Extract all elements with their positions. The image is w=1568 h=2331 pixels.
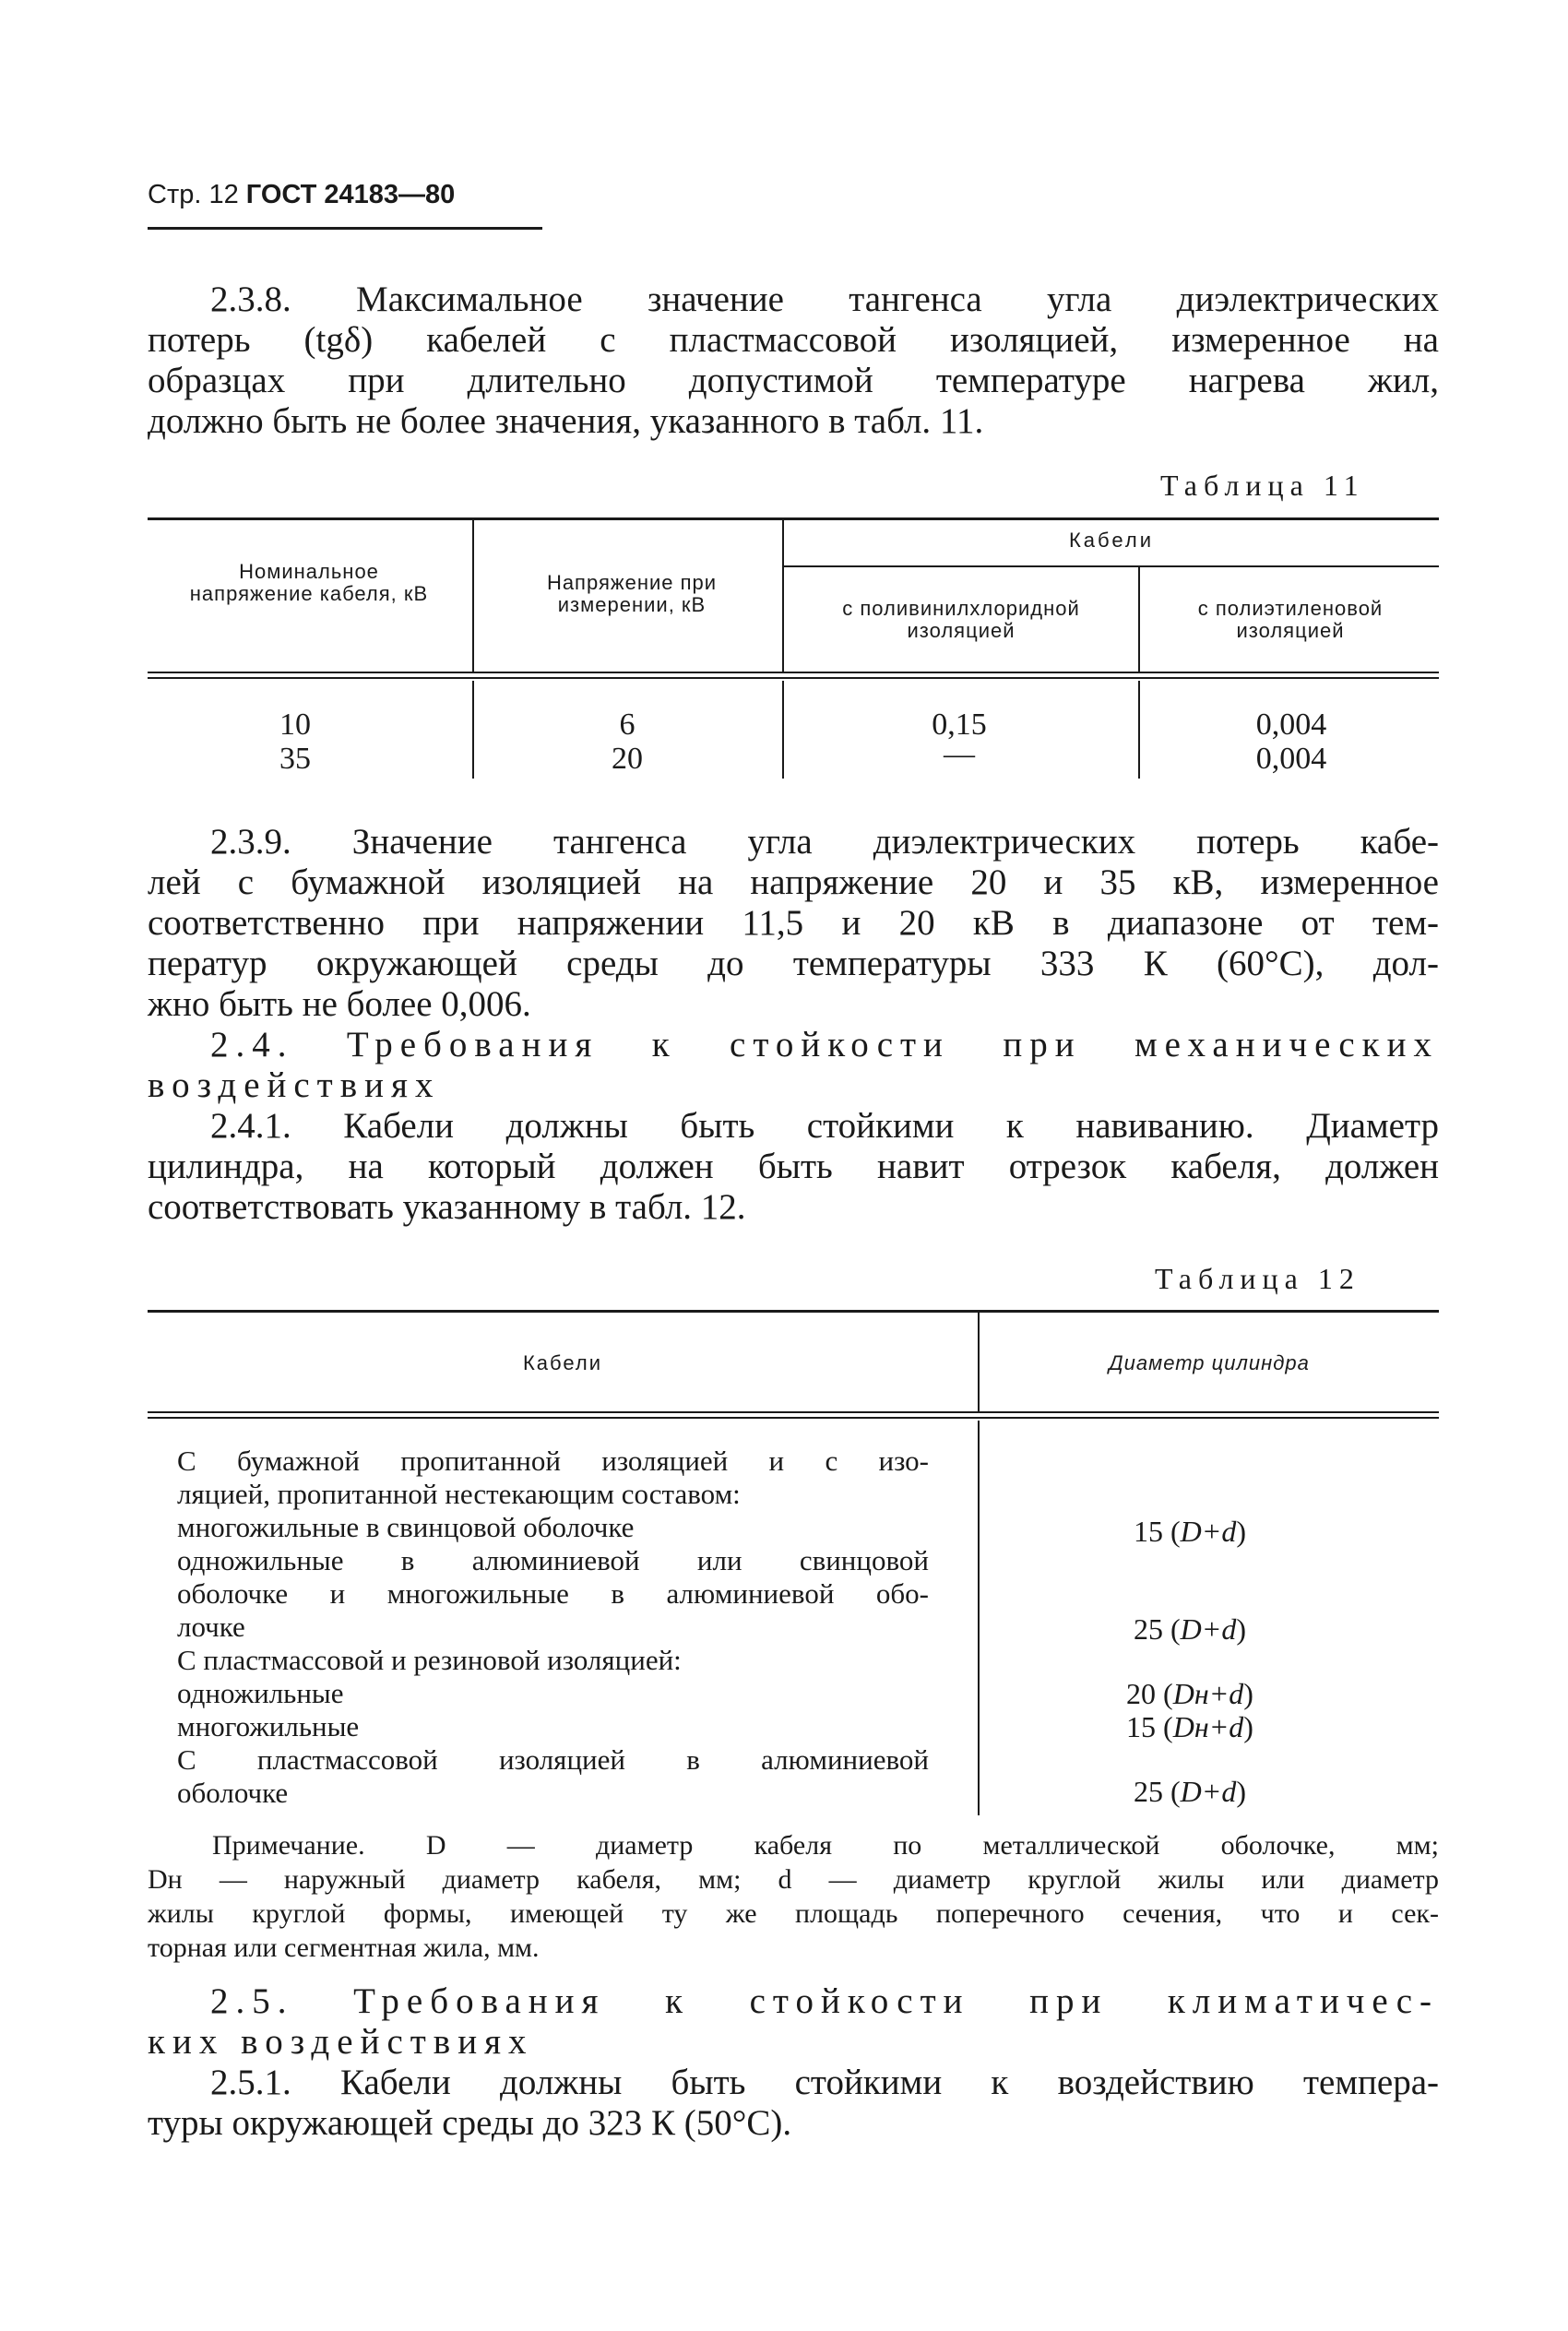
table-line: одножильные <box>177 1677 344 1709</box>
standard-code: ГОСТ 24183—80 <box>245 180 456 209</box>
text-line: соответствовать указанному в табл. 12. <box>148 1187 746 1227</box>
table-rule <box>1138 681 1140 779</box>
table-rule <box>472 519 474 672</box>
table-line: многожильные <box>177 1710 360 1742</box>
diameter-value: 15 (D+d) <box>1133 1515 1246 1548</box>
table-cell: 0,15 <box>932 708 987 742</box>
table-rule <box>148 517 1439 520</box>
table-12-caption: Таблица 12 <box>1155 1262 1360 1295</box>
table-rule <box>784 565 1439 567</box>
table-12-descriptions <box>177 1445 929 1810</box>
text-line: 2.4.1. Кабели должны быть стойкими к навиванию. Диаметр <box>210 1106 1439 1146</box>
section-title-text: воздействиях <box>148 1065 441 1105</box>
table-line: лочке <box>177 1611 245 1643</box>
table-cell: 20 <box>612 742 643 776</box>
text-line: 2.3.9. Значение тангенса угла диэлектрических потерь кабе- <box>210 822 1439 862</box>
section-number: 2.4. <box>210 1025 294 1064</box>
page-number: Стр. 12 <box>148 180 239 209</box>
table-11-header-pvc: с поливинилхлоридной изоляцией <box>842 597 1080 642</box>
table-cell: 0,004 <box>1255 742 1327 776</box>
page-header <box>148 180 455 210</box>
text-line: 2.5.1. Кабели должны быть стойкими к воздействию темпера- <box>210 2063 1439 2102</box>
section-2-4-heading <box>148 1025 1439 1106</box>
table-11-header-measure: Напряжение при измерении, кВ <box>546 571 718 616</box>
section-title-text: Требования к стойкости при механических <box>346 1025 1440 1064</box>
text-line: туры окружающей среды до 323 К (50°С). <box>148 2103 792 2143</box>
table-rule <box>148 677 1439 679</box>
table-11-header-nominal: Номинальное напряжение кабеля, кВ <box>189 560 429 605</box>
table-rule <box>978 1421 980 1815</box>
table-cell: 0,004 <box>1255 708 1327 742</box>
section-2-5-heading <box>148 1981 1439 2063</box>
table-12-header-diameter: Диаметр цилиндра <box>1109 1351 1310 1374</box>
table-line: оболочке и многожильные в алюминиевой обо- <box>177 1577 929 1610</box>
table-11-caption: Таблица 11 <box>1160 469 1365 502</box>
text-line: потерь (tgδ) кабелей с пластмассовой изоляцией, измеренное на <box>148 320 1439 360</box>
table-rule <box>472 681 474 779</box>
table-rule <box>148 1417 1439 1419</box>
table-line: С пластмассовой изоляцией в алюминиевой <box>177 1743 929 1776</box>
table-line: ляцией, пропитанной нестекающим составом: <box>177 1478 741 1510</box>
table-line: оболочке <box>177 1777 289 1809</box>
diameter-value: 20 (Dн+d) <box>1126 1677 1253 1710</box>
text-line: образцах при длительно допустимой температуре нагрева жил, <box>148 361 1439 400</box>
diameter-value: 15 (Dн+d) <box>1126 1710 1253 1743</box>
text-line: цилиндра, на который должен быть навит отрезок кабеля, должен <box>148 1147 1439 1186</box>
table-11-header-cables: Кабели <box>1068 529 1155 552</box>
text-line: должно быть не более значения, указанного в табл. 11. <box>148 401 984 441</box>
note-line: Dн — наружный диаметр кабеля, мм; d — диаметр круглой жилы или диаметр <box>148 1864 1439 1895</box>
text-line: ператур окружающей среды до температуры 333 К (60°С), дол- <box>148 944 1439 983</box>
table-cell: 10 <box>279 708 311 742</box>
text-line: 2.3.8. Максимальное значение тангенса угла диэлектрических <box>210 279 1439 319</box>
section-number: 2.5. <box>210 1981 294 2021</box>
table-line: С пластмассовой и резиновой изоляцией: <box>177 1644 682 1676</box>
text-line: жно быть не более 0,006. <box>148 984 531 1024</box>
table-line: С бумажной пропитанной изоляцией и с изо- <box>177 1445 929 1477</box>
section-title-text: Требования к стойкости при климатичес- <box>353 1981 1440 2021</box>
table-cell: — <box>944 737 975 771</box>
table-rule <box>1138 567 1140 672</box>
table-12-header-cables: Кабели <box>522 1351 603 1374</box>
diameter-value: 25 (D+d) <box>1133 1612 1246 1646</box>
note-line: жилы круглой формы, имеющей ту же площадь поперечного сечения, что и сек- <box>148 1898 1439 1929</box>
section-title-text: ких воздействиях <box>148 2022 534 2062</box>
table-rule <box>148 1411 1439 1413</box>
table-line: одножильные в алюминиевой или свинцовой <box>177 1544 929 1576</box>
section-title <box>148 1025 1439 1065</box>
paragraph-2-3-9 <box>148 822 1439 1025</box>
diameter-value: 25 (D+d) <box>1133 1775 1246 1808</box>
text-line: соответственно при напряжении 11,5 и 20 кВ в диапазоне от тем- <box>148 903 1439 943</box>
table-line: многожильные в свинцовой оболочке <box>177 1511 635 1543</box>
section-title <box>148 1981 1439 2022</box>
note-line: торная или сегментная жила, мм. <box>148 1933 540 1963</box>
table-rule <box>148 672 1439 673</box>
paragraph-2-4-1 <box>148 1106 1439 1228</box>
table-11-header-pe: с полиэтиленовой изоляцией <box>1197 597 1384 642</box>
table-rule <box>148 1310 1439 1313</box>
paragraph-2-3-8 <box>148 279 1439 442</box>
text-line: лей с бумажной изоляцией на напряжение 20 и 35 кВ, измеренное <box>148 862 1439 902</box>
table-cell: 6 <box>619 708 636 742</box>
table-12-note <box>148 1828 1439 1965</box>
note-line: Примечание. D — диаметр кабеля по металлической оболочке, мм; <box>212 1830 1439 1861</box>
paragraph-2-5-1 <box>148 2063 1439 2144</box>
header-divider <box>148 227 542 230</box>
table-cell: 35 <box>279 742 311 776</box>
